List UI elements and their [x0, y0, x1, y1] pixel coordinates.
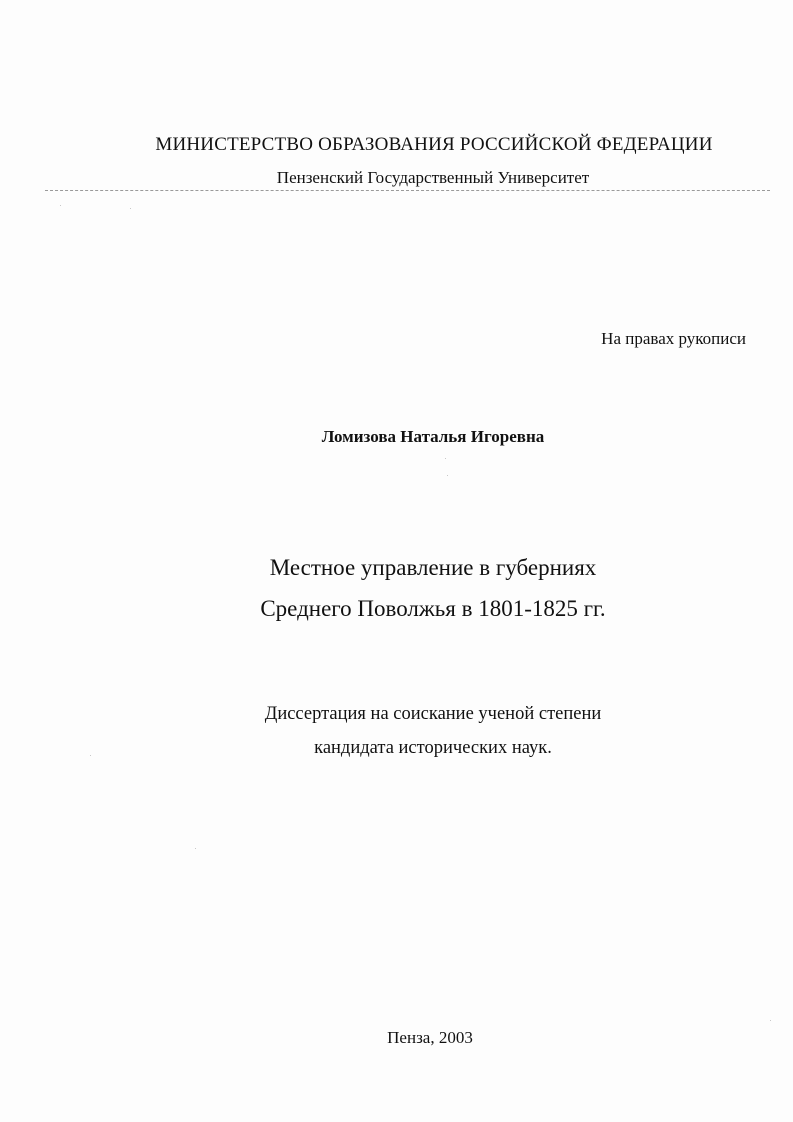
scan-speck [60, 205, 61, 206]
ministry-heading: МИНИСТЕРСТВО ОБРАЗОВАНИЯ РОССИЙСКОЙ ФЕДЕРАЦИИ [155, 134, 713, 155]
header-divider [45, 190, 770, 191]
scan-speck [445, 458, 446, 459]
scan-speck [130, 208, 131, 209]
degree-line-2: кандидата исторических наук. [314, 738, 552, 758]
university-name: Пензенский Государственный Университет [276, 168, 590, 187]
scan-speck [770, 1020, 771, 1021]
degree-line-1: Диссертация на соискание ученой степени [264, 704, 602, 724]
dissertation-title-line-1: Местное управление в губерниях [269, 555, 597, 580]
dissertation-title-line-2: Среднего Поволжья в 1801-1825 гг. [260, 596, 606, 621]
place-and-year: Пенза, 2003 [387, 1028, 473, 1047]
scan-speck [195, 848, 196, 849]
scan-speck [90, 755, 91, 756]
author-name: Ломизова Наталья Игоревна [321, 427, 545, 446]
rights-note: На правах рукописи [601, 329, 746, 348]
scan-speck [447, 475, 448, 476]
